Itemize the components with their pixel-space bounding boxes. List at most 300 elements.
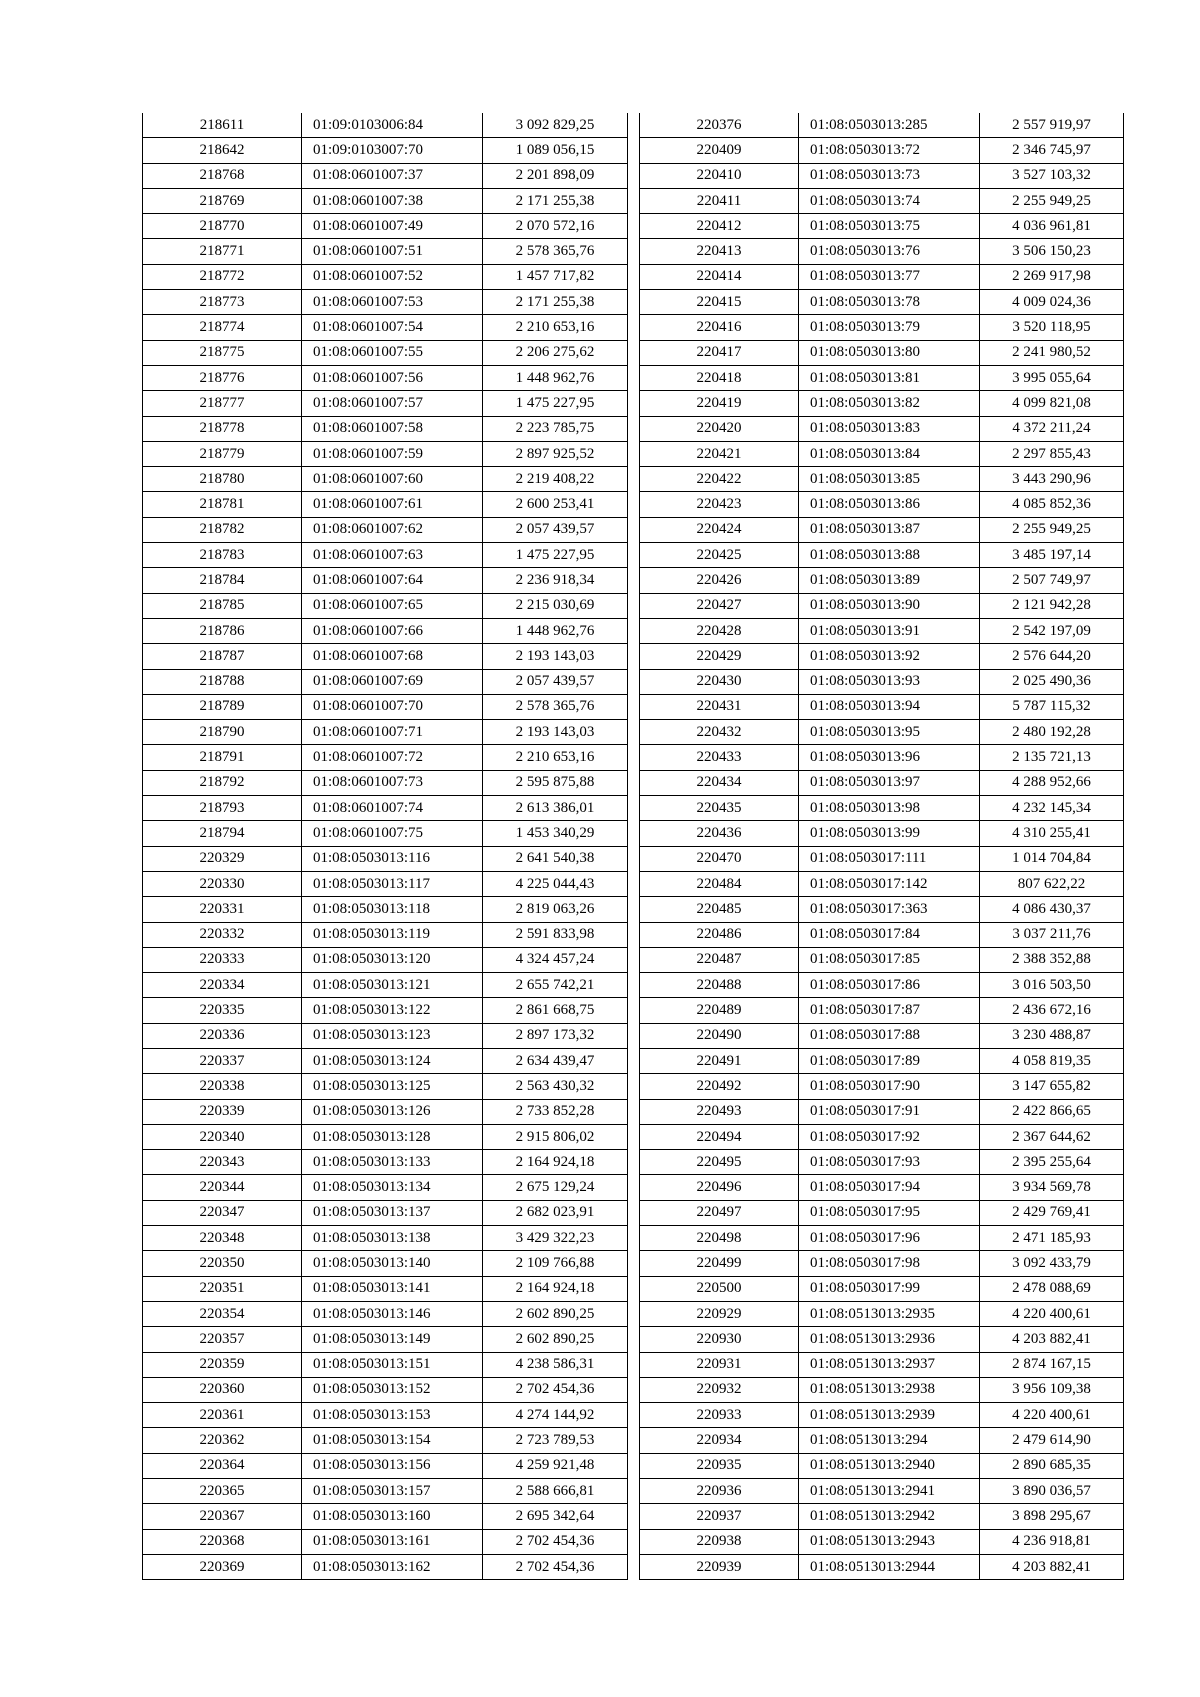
record-number-cell: 220934 <box>640 1428 799 1453</box>
record-number-cell: 220332 <box>143 922 302 947</box>
record-number-cell: 218784 <box>143 568 302 593</box>
value-cell: 2 695 342,64 <box>483 1504 628 1529</box>
cadastral-number-cell: 01:08:0513013:2942 <box>799 1504 980 1529</box>
cadastral-number-cell: 01:08:0513013:2944 <box>799 1554 980 1579</box>
value-cell: 2 507 749,97 <box>980 568 1124 593</box>
table-row <box>640 264 1124 289</box>
table-right-body <box>640 113 1124 1580</box>
value-cell: 2 890 685,35 <box>980 1453 1124 1478</box>
table-row <box>143 264 628 289</box>
table-row <box>143 720 628 745</box>
cadastral-number-cell: 01:08:0601007:71 <box>302 720 483 745</box>
record-number-cell: 220423 <box>640 492 799 517</box>
cadastral-number-cell: 01:08:0503013:92 <box>799 644 980 669</box>
table-row <box>640 796 1124 821</box>
value-cell: 2 602 890,25 <box>483 1301 628 1326</box>
cadastral-number-cell: 01:08:0503017:87 <box>799 998 980 1023</box>
record-number-cell: 220330 <box>143 871 302 896</box>
value-cell: 2 588 666,81 <box>483 1479 628 1504</box>
cadastral-number-cell: 01:08:0503013:74 <box>799 188 980 213</box>
cadastral-number-cell: 01:08:0601007:56 <box>302 365 483 390</box>
value-cell: 1 453 340,29 <box>483 821 628 846</box>
cadastral-number-cell: 01:08:0503017:86 <box>799 973 980 998</box>
table-row <box>143 315 628 340</box>
table-row <box>640 1479 1124 1504</box>
cadastral-number-cell: 01:08:0503013:78 <box>799 290 980 315</box>
cadastral-number-cell: 01:08:0503013:140 <box>302 1251 483 1276</box>
table-row <box>640 315 1124 340</box>
value-cell: 3 092 829,25 <box>483 113 628 138</box>
value-cell: 2 733 852,28 <box>483 1099 628 1124</box>
value-cell: 2 591 833,98 <box>483 922 628 947</box>
cadastral-number-cell: 01:08:0601007:62 <box>302 517 483 542</box>
record-number-cell: 220434 <box>640 770 799 795</box>
record-number-cell: 220343 <box>143 1150 302 1175</box>
value-cell: 2 480 192,28 <box>980 720 1124 745</box>
record-number-cell: 220489 <box>640 998 799 1023</box>
table-row <box>640 391 1124 416</box>
cadastral-number-cell: 01:08:0503013:124 <box>302 1048 483 1073</box>
record-number-cell: 220367 <box>143 1504 302 1529</box>
record-number-cell: 218786 <box>143 618 302 643</box>
cadastral-number-cell: 01:08:0503013:86 <box>799 492 980 517</box>
record-number-cell: 218776 <box>143 365 302 390</box>
table-row <box>640 745 1124 770</box>
record-number-cell: 218789 <box>143 694 302 719</box>
cadastral-number-cell: 01:08:0503013:118 <box>302 897 483 922</box>
cadastral-number-cell: 01:08:0503013:73 <box>799 163 980 188</box>
value-cell: 1 448 962,76 <box>483 365 628 390</box>
value-cell: 4 238 586,31 <box>483 1352 628 1377</box>
record-number-cell: 220498 <box>640 1226 799 1251</box>
value-cell: 2 219 408,22 <box>483 467 628 492</box>
record-number-cell: 220364 <box>143 1453 302 1478</box>
cadastral-number-cell: 01:08:0601007:51 <box>302 239 483 264</box>
value-cell: 2 297 855,43 <box>980 441 1124 466</box>
cadastral-number-cell: 01:08:0601007:63 <box>302 543 483 568</box>
cadastral-number-cell: 01:08:0503017:94 <box>799 1175 980 1200</box>
value-cell: 1 475 227,95 <box>483 543 628 568</box>
table-row <box>640 897 1124 922</box>
value-cell: 2 367 644,62 <box>980 1124 1124 1149</box>
table-row <box>143 441 628 466</box>
cadastral-number-cell: 01:08:0503013:76 <box>799 239 980 264</box>
record-number-cell: 220933 <box>640 1403 799 1428</box>
value-cell: 4 288 952,66 <box>980 770 1124 795</box>
value-cell: 2 613 386,01 <box>483 796 628 821</box>
value-cell: 4 324 457,24 <box>483 947 628 972</box>
cadastral-number-cell: 01:08:0503013:128 <box>302 1124 483 1149</box>
table-row <box>143 1226 628 1251</box>
record-number-cell: 218779 <box>143 441 302 466</box>
value-cell: 1 448 962,76 <box>483 618 628 643</box>
cadastral-number-cell: 01:08:0503013:126 <box>302 1099 483 1124</box>
record-number-cell: 220419 <box>640 391 799 416</box>
table-row <box>143 543 628 568</box>
value-cell: 2 563 430,32 <box>483 1074 628 1099</box>
table-row <box>640 922 1124 947</box>
table-row <box>143 1428 628 1453</box>
value-cell: 3 485 197,14 <box>980 543 1124 568</box>
table-row <box>143 1327 628 1352</box>
cadastral-number-cell: 01:08:0503017:363 <box>799 897 980 922</box>
record-number-cell: 218790 <box>143 720 302 745</box>
table-row <box>640 113 1124 138</box>
cadastral-number-cell: 01:08:0503013:149 <box>302 1327 483 1352</box>
record-number-cell: 220420 <box>640 416 799 441</box>
record-number-cell: 218787 <box>143 644 302 669</box>
cadastral-number-cell: 01:08:0503017:93 <box>799 1150 980 1175</box>
value-cell: 2 395 255,64 <box>980 1150 1124 1175</box>
record-number-cell: 220499 <box>640 1251 799 1276</box>
cadastral-number-cell: 01:09:0103007:70 <box>302 138 483 163</box>
record-number-cell: 220347 <box>143 1200 302 1225</box>
table-row <box>640 618 1124 643</box>
value-cell: 3 890 036,57 <box>980 1479 1124 1504</box>
record-number-cell: 218772 <box>143 264 302 289</box>
cadastral-number-cell: 01:08:0503017:99 <box>799 1276 980 1301</box>
cadastral-number-cell: 01:08:0503013:80 <box>799 340 980 365</box>
cadastral-number-cell: 01:08:0503013:94 <box>799 694 980 719</box>
record-number-cell: 220418 <box>640 365 799 390</box>
table-row <box>640 239 1124 264</box>
cadastral-number-cell: 01:08:0503013:137 <box>302 1200 483 1225</box>
record-number-cell: 220338 <box>143 1074 302 1099</box>
table-row <box>640 669 1124 694</box>
value-cell: 5 787 115,32 <box>980 694 1124 719</box>
cadastral-number-cell: 01:08:0513013:2940 <box>799 1453 980 1478</box>
record-number-cell: 220930 <box>640 1327 799 1352</box>
cadastral-number-cell: 01:08:0601007:38 <box>302 188 483 213</box>
value-cell: 1 457 717,82 <box>483 264 628 289</box>
value-cell: 2 602 890,25 <box>483 1327 628 1352</box>
table-row <box>640 1048 1124 1073</box>
cadastral-number-cell: 01:08:0601007:55 <box>302 340 483 365</box>
table-row <box>640 1175 1124 1200</box>
table-row <box>143 745 628 770</box>
cadastral-number-cell: 01:08:0503013:122 <box>302 998 483 1023</box>
value-cell: 2 436 672,16 <box>980 998 1124 1023</box>
cadastral-number-cell: 01:08:0513013:2938 <box>799 1377 980 1402</box>
record-number-cell: 220487 <box>640 947 799 972</box>
value-cell: 4 274 144,92 <box>483 1403 628 1428</box>
cadastral-number-cell: 01:08:0503013:117 <box>302 871 483 896</box>
record-number-cell: 220931 <box>640 1352 799 1377</box>
value-cell: 2 471 185,93 <box>980 1226 1124 1251</box>
table-row <box>143 1479 628 1504</box>
record-number-cell: 218792 <box>143 770 302 795</box>
table-row <box>640 1504 1124 1529</box>
value-cell: 2 675 129,24 <box>483 1175 628 1200</box>
value-cell: 2 135 721,13 <box>980 745 1124 770</box>
table-row <box>143 897 628 922</box>
cadastral-number-cell: 01:08:0601007:66 <box>302 618 483 643</box>
table-row <box>143 1403 628 1428</box>
cadastral-number-cell: 01:08:0601007:64 <box>302 568 483 593</box>
table-row <box>143 365 628 390</box>
table-row <box>640 1023 1124 1048</box>
table-row <box>143 1529 628 1554</box>
table-row <box>640 163 1124 188</box>
value-cell: 2 634 439,47 <box>483 1048 628 1073</box>
cadastral-number-cell: 01:08:0503013:151 <box>302 1352 483 1377</box>
record-number-cell: 220410 <box>640 163 799 188</box>
value-cell: 2 542 197,09 <box>980 618 1124 643</box>
table-row <box>640 593 1124 618</box>
value-cell: 3 429 322,23 <box>483 1226 628 1251</box>
record-number-cell: 218778 <box>143 416 302 441</box>
record-number-cell: 220357 <box>143 1327 302 1352</box>
value-cell: 3 527 103,32 <box>980 163 1124 188</box>
value-cell: 2 702 454,36 <box>483 1554 628 1579</box>
cadastral-number-cell: 01:08:0503017:111 <box>799 846 980 871</box>
cadastral-number-cell: 01:08:0503013:99 <box>799 821 980 846</box>
value-cell: 2 223 785,75 <box>483 416 628 441</box>
cadastral-number-cell: 01:08:0503013:157 <box>302 1479 483 1504</box>
table-row <box>143 517 628 542</box>
value-cell: 3 230 488,87 <box>980 1023 1124 1048</box>
value-cell: 2 578 365,76 <box>483 239 628 264</box>
record-number-cell: 218793 <box>143 796 302 821</box>
cadastral-number-cell: 01:08:0503013:96 <box>799 745 980 770</box>
value-cell: 4 203 882,41 <box>980 1554 1124 1579</box>
cadastral-number-cell: 01:08:0503017:96 <box>799 1226 980 1251</box>
cadastral-number-cell: 01:08:0601007:57 <box>302 391 483 416</box>
cadastral-number-cell: 01:08:0503017:95 <box>799 1200 980 1225</box>
table-row <box>143 1453 628 1478</box>
table-row <box>640 441 1124 466</box>
record-number-cell: 220362 <box>143 1428 302 1453</box>
table-row <box>640 770 1124 795</box>
value-cell: 2 171 255,38 <box>483 290 628 315</box>
value-cell: 2 255 949,25 <box>980 188 1124 213</box>
record-number-cell: 220488 <box>640 973 799 998</box>
table-row <box>640 846 1124 871</box>
table-row <box>143 188 628 213</box>
record-number-cell: 220486 <box>640 922 799 947</box>
cadastral-number-cell: 01:08:0513013:2943 <box>799 1529 980 1554</box>
value-cell: 2 897 925,52 <box>483 441 628 466</box>
cadastral-number-cell: 01:08:0601007:70 <box>302 694 483 719</box>
cadastral-number-cell: 01:08:0601007:65 <box>302 593 483 618</box>
value-cell: 2 600 253,41 <box>483 492 628 517</box>
cadastral-number-cell: 01:08:0503013:89 <box>799 568 980 593</box>
cadastral-number-cell: 01:08:0503013:82 <box>799 391 980 416</box>
value-cell: 2 164 924,18 <box>483 1150 628 1175</box>
cadastral-number-cell: 01:08:0503017:98 <box>799 1251 980 1276</box>
record-number-cell: 220490 <box>640 1023 799 1048</box>
cadastral-number-cell: 01:08:0601007:53 <box>302 290 483 315</box>
record-number-cell: 220494 <box>640 1124 799 1149</box>
value-cell: 4 225 044,43 <box>483 871 628 896</box>
value-cell: 2 641 540,38 <box>483 846 628 871</box>
record-number-cell: 220497 <box>640 1200 799 1225</box>
cadastral-number-cell: 01:08:0503013:98 <box>799 796 980 821</box>
cadastral-number-cell: 01:08:0513013:2939 <box>799 1403 980 1428</box>
value-cell: 3 443 290,96 <box>980 467 1124 492</box>
record-number-cell: 218768 <box>143 163 302 188</box>
table-row <box>640 1200 1124 1225</box>
cadastral-number-cell: 01:08:0503013:146 <box>302 1301 483 1326</box>
record-number-cell: 220938 <box>640 1529 799 1554</box>
record-number-cell: 220331 <box>143 897 302 922</box>
record-number-cell: 220470 <box>640 846 799 871</box>
table-row <box>143 492 628 517</box>
record-number-cell: 220411 <box>640 188 799 213</box>
cadastral-number-cell: 01:08:0601007:75 <box>302 821 483 846</box>
cadastral-number-cell: 01:08:0503017:85 <box>799 947 980 972</box>
cadastral-number-cell: 01:08:0601007:72 <box>302 745 483 770</box>
value-cell: 2 025 490,36 <box>980 669 1124 694</box>
table-right <box>639 113 1124 1580</box>
table-row <box>143 1276 628 1301</box>
table-row <box>640 1377 1124 1402</box>
table-row <box>143 922 628 947</box>
record-number-cell: 220413 <box>640 239 799 264</box>
table-left <box>142 113 628 1580</box>
record-number-cell: 220426 <box>640 568 799 593</box>
value-cell: 4 220 400,61 <box>980 1403 1124 1428</box>
value-cell: 3 520 118,95 <box>980 315 1124 340</box>
value-cell: 2 479 614,90 <box>980 1428 1124 1453</box>
table-row <box>640 1099 1124 1124</box>
value-cell: 2 109 766,88 <box>483 1251 628 1276</box>
record-number-cell: 218770 <box>143 214 302 239</box>
cadastral-number-cell: 01:08:0503013:153 <box>302 1403 483 1428</box>
value-cell: 3 092 433,79 <box>980 1251 1124 1276</box>
cadastral-number-cell: 01:08:0503013:119 <box>302 922 483 947</box>
table-row <box>640 568 1124 593</box>
cadastral-number-cell: 01:08:0503017:90 <box>799 1074 980 1099</box>
cadastral-number-cell: 01:08:0503013:125 <box>302 1074 483 1099</box>
value-cell: 2 478 088,69 <box>980 1276 1124 1301</box>
table-row <box>143 871 628 896</box>
record-number-cell: 220496 <box>640 1175 799 1200</box>
cadastral-number-cell: 01:08:0513013:2935 <box>799 1301 980 1326</box>
record-number-cell: 220368 <box>143 1529 302 1554</box>
record-number-cell: 218611 <box>143 113 302 138</box>
value-cell: 2 861 668,75 <box>483 998 628 1023</box>
value-cell: 3 995 055,64 <box>980 365 1124 390</box>
cadastral-number-cell: 01:08:0513013:2937 <box>799 1352 980 1377</box>
record-number-cell: 218794 <box>143 821 302 846</box>
value-cell: 2 702 454,36 <box>483 1377 628 1402</box>
table-row <box>640 998 1124 1023</box>
table-row <box>143 1200 628 1225</box>
table-row <box>640 1301 1124 1326</box>
cadastral-number-cell: 01:08:0503017:88 <box>799 1023 980 1048</box>
cadastral-number-cell: 01:08:0503013:285 <box>799 113 980 138</box>
table-row <box>143 391 628 416</box>
value-cell: 3 037 211,76 <box>980 922 1124 947</box>
table-row <box>143 113 628 138</box>
value-cell: 4 310 255,41 <box>980 821 1124 846</box>
value-cell: 807 622,22 <box>980 871 1124 896</box>
table-row <box>143 138 628 163</box>
record-number-cell: 218775 <box>143 340 302 365</box>
record-number-cell: 220337 <box>143 1048 302 1073</box>
cadastral-number-cell: 01:08:0601007:73 <box>302 770 483 795</box>
record-number-cell: 220492 <box>640 1074 799 1099</box>
table-row <box>143 1099 628 1124</box>
table-row <box>143 1124 628 1149</box>
cadastral-number-cell: 01:08:0503013:75 <box>799 214 980 239</box>
value-cell: 4 086 430,37 <box>980 897 1124 922</box>
value-cell: 2 723 789,53 <box>483 1428 628 1453</box>
table-row <box>143 1251 628 1276</box>
record-number-cell: 220344 <box>143 1175 302 1200</box>
cadastral-number-cell: 01:08:0503013:141 <box>302 1276 483 1301</box>
table-row <box>640 1251 1124 1276</box>
record-number-cell: 220351 <box>143 1276 302 1301</box>
table-row <box>143 416 628 441</box>
cadastral-number-cell: 01:08:0503013:161 <box>302 1529 483 1554</box>
cadastral-number-cell: 01:08:0513013:294 <box>799 1428 980 1453</box>
table-row <box>143 973 628 998</box>
cadastral-number-cell: 01:08:0503013:84 <box>799 441 980 466</box>
table-row <box>143 1023 628 1048</box>
cadastral-number-cell: 01:08:0503013:162 <box>302 1554 483 1579</box>
value-cell: 2 595 875,88 <box>483 770 628 795</box>
table-row <box>640 1276 1124 1301</box>
table-row <box>143 846 628 871</box>
record-number-cell: 220359 <box>143 1352 302 1377</box>
table-row <box>640 543 1124 568</box>
value-cell: 2 057 439,57 <box>483 669 628 694</box>
cadastral-number-cell: 01:09:0103006:84 <box>302 113 483 138</box>
cadastral-number-cell: 01:08:0503017:84 <box>799 922 980 947</box>
table-row <box>143 618 628 643</box>
record-number-cell: 218771 <box>143 239 302 264</box>
cadastral-number-cell: 01:08:0503013:152 <box>302 1377 483 1402</box>
cadastral-number-cell: 01:08:0503013:87 <box>799 517 980 542</box>
record-number-cell: 220333 <box>143 947 302 972</box>
table-row <box>640 492 1124 517</box>
record-number-cell: 218777 <box>143 391 302 416</box>
record-number-cell: 220435 <box>640 796 799 821</box>
value-cell: 2 210 653,16 <box>483 745 628 770</box>
cadastral-number-cell: 01:08:0503017:142 <box>799 871 980 896</box>
value-cell: 2 057 439,57 <box>483 517 628 542</box>
table-row <box>640 340 1124 365</box>
record-number-cell: 220436 <box>640 821 799 846</box>
table-row <box>640 1124 1124 1149</box>
value-cell: 3 506 150,23 <box>980 239 1124 264</box>
record-number-cell: 220500 <box>640 1276 799 1301</box>
value-cell: 2 121 942,28 <box>980 593 1124 618</box>
cadastral-number-cell: 01:08:0601007:74 <box>302 796 483 821</box>
record-number-cell: 218783 <box>143 543 302 568</box>
record-number-cell: 220350 <box>143 1251 302 1276</box>
cadastral-number-cell: 01:08:0601007:69 <box>302 669 483 694</box>
record-number-cell: 218785 <box>143 593 302 618</box>
cadastral-number-cell: 01:08:0503013:88 <box>799 543 980 568</box>
cadastral-number-cell: 01:08:0503013:91 <box>799 618 980 643</box>
value-cell: 2 429 769,41 <box>980 1200 1124 1225</box>
record-number-cell: 220929 <box>640 1301 799 1326</box>
table-row <box>640 416 1124 441</box>
table-row <box>143 821 628 846</box>
value-cell: 4 232 145,34 <box>980 796 1124 821</box>
record-number-cell: 220416 <box>640 315 799 340</box>
table-row <box>640 644 1124 669</box>
record-number-cell: 218774 <box>143 315 302 340</box>
value-cell: 2 874 167,15 <box>980 1352 1124 1377</box>
cadastral-number-cell: 01:08:0503013:77 <box>799 264 980 289</box>
record-number-cell: 220433 <box>640 745 799 770</box>
cadastral-number-cell: 01:08:0503013:120 <box>302 947 483 972</box>
cadastral-number-cell: 01:08:0601007:59 <box>302 441 483 466</box>
